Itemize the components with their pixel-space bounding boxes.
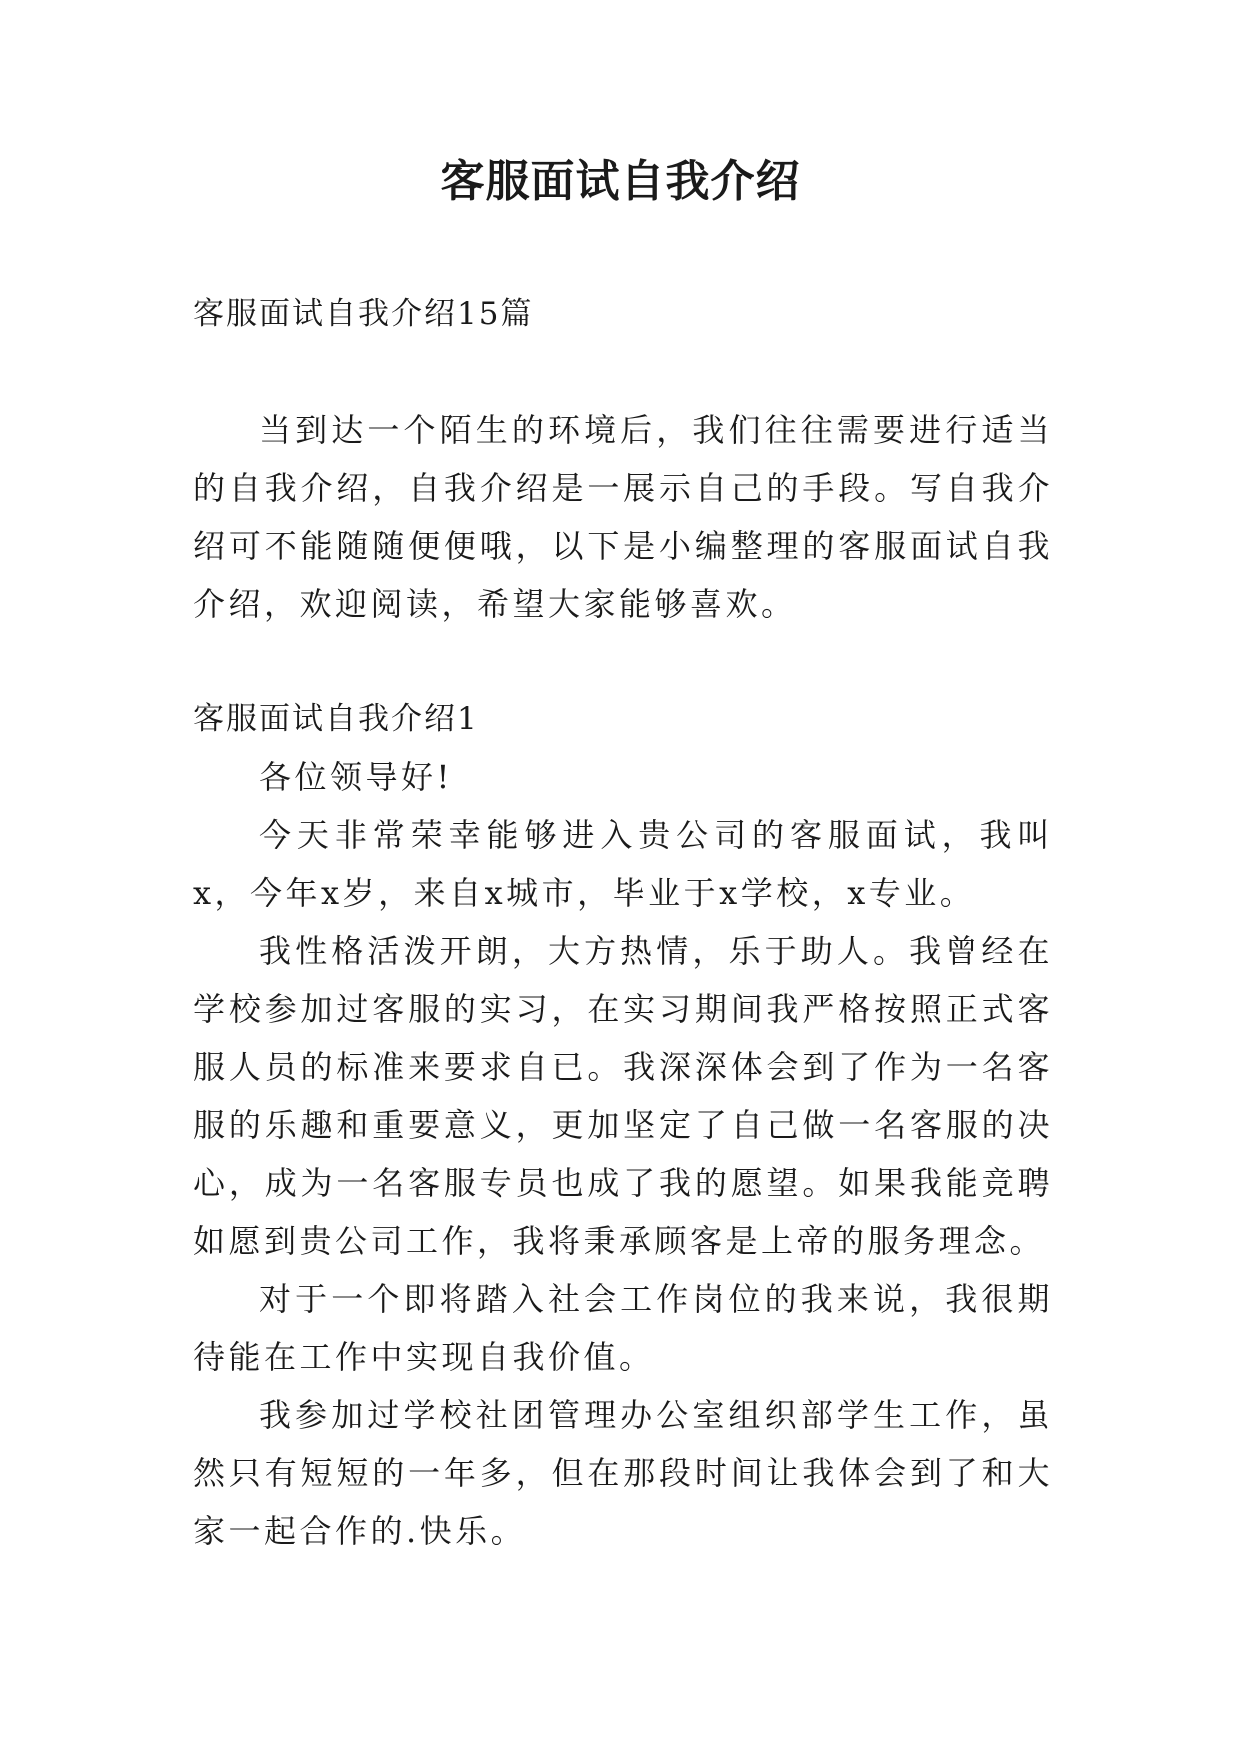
section: [193, 690, 1053, 1560]
paragraph-greeting: 各位领导好!: [259, 758, 453, 796]
section-heading: 客服面试自我介绍1: [193, 701, 479, 737]
paragraph-experience: 我参加过学校社团管理办公室组织部学生工作，虽然只有短短的一年多，但在那段时间让我体会到了和大家一起合作的.快乐。: [193, 1396, 1053, 1550]
paragraph-introduction: 今天非常荣幸能够进入贵公司的客服面试，我叫x，今年x岁，来自x城市，毕业于x学校，x专业。: [193, 816, 1053, 912]
paragraph-expectation: 对于一个即将踏入社会工作岗位的我来说，我很期待能在工作中实现自我价值。: [193, 1280, 1053, 1376]
document-title: 客服面试自我介绍: [440, 156, 801, 207]
document-subtitle: 客服面试自我介绍15篇: [193, 296, 534, 332]
intro-paragraph: 当到达一个陌生的环境后，我们往往需要进行适当的自我介绍，自我介绍是一展示自己的手段。写自我介绍可不能随随便便哦，以下是小编整理的客服面试自我介绍，欢迎阅读，希望大家能够喜欢。: [193, 411, 1053, 623]
paragraph-personality: 我性格活泼开朗，大方热情，乐于助人。我曾经在学校参加过客服的实习，在实习期间我严格按照正式客服人员的标准来要求自已。我深深体会到了作为一名客服的乐趣和重要意义，更加坚定了自己做一名客服的决心，成为一名客服专员也成了我的愿望。如果我能竞聘如愿到贵公司工作，我将秉承顾客是上帝的服务理念。: [193, 932, 1053, 1260]
document-body: [193, 285, 1053, 1560]
